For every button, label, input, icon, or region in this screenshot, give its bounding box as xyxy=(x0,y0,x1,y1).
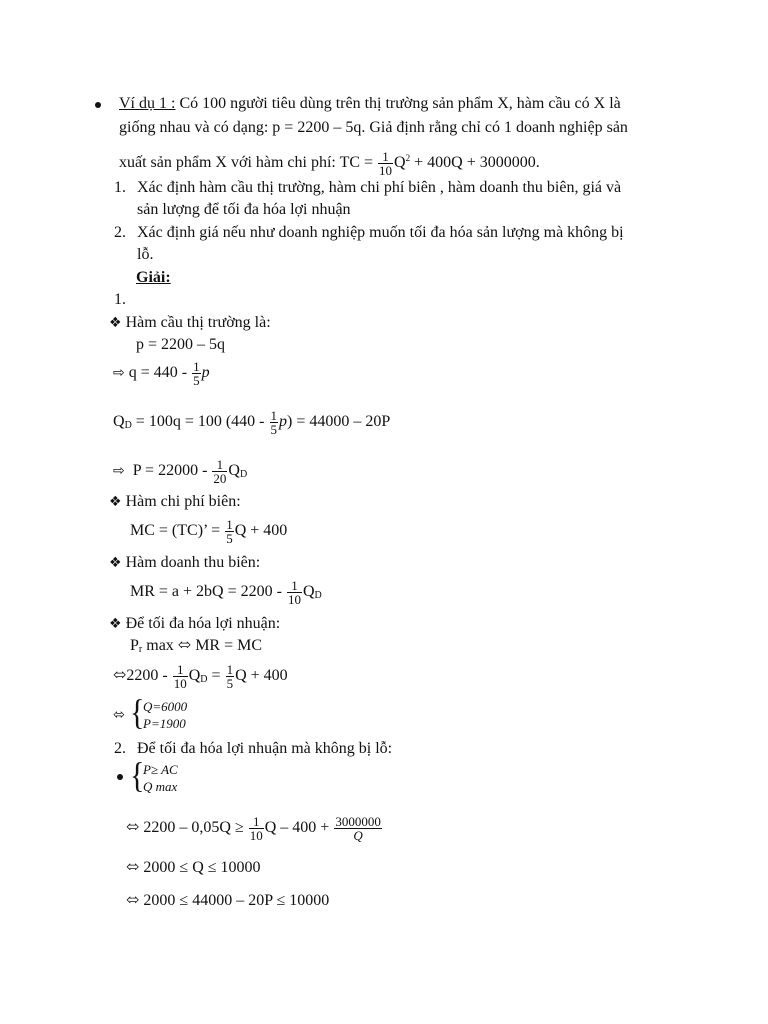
market-demand-equation: $Q_D = 100q = 100$ (440 - $\frac{1}{5}$ p) = 44000 – 20P xyxy=(113,407,391,437)
bullet-dot-icon xyxy=(95,102,101,108)
profit-condition: $P_r$ max ⬄ MR = MC xyxy=(130,637,263,655)
part-2-heading: Để tối đa hóa lợi nhuận mà không bị lỗ: xyxy=(137,740,393,757)
profit-heading-row: ❖ Để tối đa hóa lợi nhuận: xyxy=(109,615,281,632)
system-1 xyxy=(143,698,187,732)
intro-line-3: xuất sản phẩm X với hàm chi phí: TC = $\frac{1}{10}$ $Q^2 + 400Q + 3000000$. xyxy=(119,148,540,178)
mr-equation: MR = a + 2bQ = 2200 - $\frac{1}{10}$ $Q_D$ xyxy=(130,577,322,607)
inverse-demand-row: ⇨ P = 22000 - $\frac{1}{20}$ $Q_D$ xyxy=(113,456,248,486)
question-1-number: 1. xyxy=(114,179,126,196)
system-2-q: Q max xyxy=(143,779,178,794)
diamond-bullet-icon: ❖ xyxy=(109,616,122,632)
demand-heading-row: ❖ Hàm cầu thị trường là: xyxy=(109,314,271,331)
mr-heading-row: ❖ Hàm doanh thu biên: xyxy=(109,554,261,571)
inequality-3: ⬄ 2000 ≤ 44000 – 20P ≤ 10000 xyxy=(126,892,330,909)
bullet-dot-icon xyxy=(117,774,123,780)
system-2-p: P≥ AC xyxy=(143,762,178,777)
question-2-number: 2. xyxy=(114,224,126,241)
question-2-line-1: Xác định giá nếu như doanh nghiệp muốn tối đa hóa sản lượng mà không bị xyxy=(137,224,624,241)
q-equation-row: ⇨ q = 440 - $\frac{1}{5}$ p xyxy=(113,358,210,388)
system-1-q: Q=6000 xyxy=(143,699,188,714)
example-label: Ví dụ 1 : xyxy=(119,95,176,112)
question-2-line-2: lỗ. xyxy=(137,246,154,263)
diamond-bullet-icon: ❖ xyxy=(109,555,122,571)
inequality-2: ⬄ 2000 ≤ Q ≤ 10000 xyxy=(126,859,261,876)
diamond-bullet-icon: ❖ xyxy=(109,315,122,331)
system-brace-icon: { xyxy=(130,755,145,796)
intro-text-1: Có 100 người tiêu dùng trên thị trường sản phẩm X, hàm cầu có X là xyxy=(175,95,621,112)
intro-line-1 xyxy=(119,94,621,114)
solution-heading: Giải: xyxy=(136,269,171,286)
intro-line-2: giống nhau và có dạng: p = 2200 – 5q. Giả định rằng chỉ có 1 doanh nghiệp sản xyxy=(119,119,628,136)
question-1-line-1: Xác định hàm cầu thị trường, hàm chi phí biên , hàm doanh thu biên, giá và xyxy=(137,179,622,196)
implies-arrow-icon: ⇨ xyxy=(113,365,125,381)
mc-heading-row: ❖ Hàm chi phí biên: xyxy=(109,493,241,510)
question-1-line-2: sản lượng để tối đa hóa lợi nhuận xyxy=(137,201,351,218)
system-brace-icon: { xyxy=(130,692,145,733)
demand-equation: p = 2200 – 5q xyxy=(136,336,226,353)
implies-arrow-icon: ⇨ xyxy=(113,463,125,479)
iff-symbol: ⬄ xyxy=(113,707,125,723)
part-2-number: 2. xyxy=(114,740,126,757)
system-2 xyxy=(143,761,178,795)
inequality-1: ⬄ 2200 – 0,05Q ≥ $\frac{1}{10}$ Q – 400 + $\frac{3000000}{Q}$ xyxy=(126,813,381,843)
mr-equals-mc-equation: ⬄2200 - $\frac{1}{10}$ $Q_D$ = $\frac{1}{5}$ Q + 400 xyxy=(113,661,288,691)
diamond-bullet-icon: ❖ xyxy=(109,494,122,510)
mc-equation: MC = (TC)’ = $\frac{1}{5}$ Q + 400 xyxy=(130,516,288,546)
system-1-p: P=1900 xyxy=(143,716,186,731)
tc-fraction: $\frac{1}{10}$ xyxy=(379,148,393,178)
part-1-number: 1. xyxy=(114,291,126,308)
